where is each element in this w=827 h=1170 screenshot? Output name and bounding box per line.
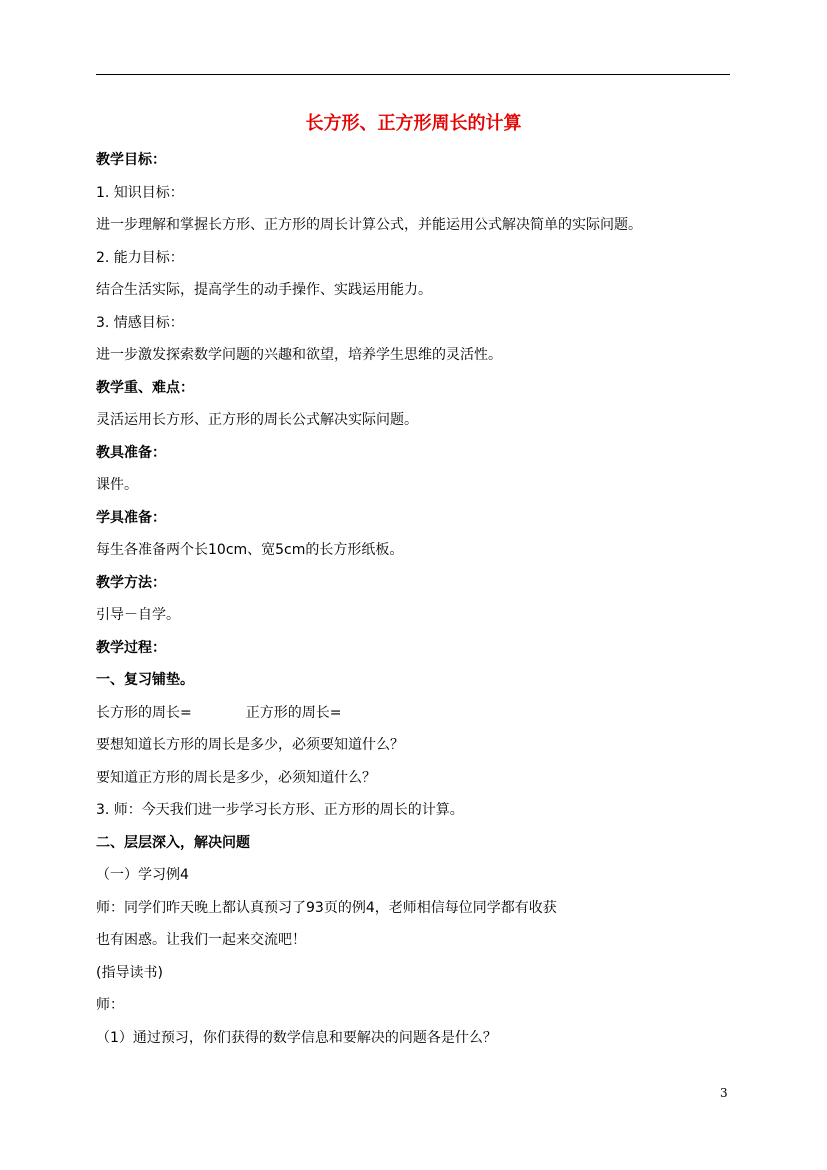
square-perimeter-label: 正方形的周长= xyxy=(245,705,342,721)
key-points-heading: 教学重、难点： xyxy=(96,380,194,396)
question-1: 要想知道长方形的周长是多少，必须要知道什么？ xyxy=(96,737,404,753)
rect-perimeter-label: 长方形的周长= xyxy=(96,705,192,721)
page-number: 3 xyxy=(720,1086,728,1100)
perimeter-formulas xyxy=(96,703,341,723)
section1-heading: 一、复习铺垫。 xyxy=(96,672,194,688)
goals-heading: 教学目标： xyxy=(96,152,166,168)
teacher-label: 师： xyxy=(96,997,124,1013)
document-title: 长方形、正方形周长的计算 xyxy=(305,113,522,134)
teacher-line-1: 师：同学们昨天晚上都认真预习了93页的例4，老师相信每位同学都有收获 xyxy=(96,900,557,916)
goal3-text: 进一步激发探索数学问题的兴趣和欲望，培养学生思维的灵活性。 xyxy=(96,347,502,363)
question-3: （1）通过预习，你们获得的数学信息和要解决的问题各是什么？ xyxy=(96,1030,497,1046)
teaching-aids-text: 课件。 xyxy=(96,477,138,493)
header-rule xyxy=(96,74,730,75)
method-text: 引导－自学。 xyxy=(96,607,180,623)
teacher-line-2: 也有困惑。让我们一起来交流吧！ xyxy=(96,932,306,948)
subsection-1: （一）学习例4 xyxy=(96,867,189,883)
teacher-intro: 3. 师：今天我们进一步学习长方形、正方形的周长的计算。 xyxy=(96,802,464,818)
goal1-text: 进一步理解和掌握长方形、正方形的周长计算公式，并能运用公式解决简单的实际问题。 xyxy=(96,217,642,233)
student-aids-text: 每生各准备两个长10cm、宽5cm的长方形纸板。 xyxy=(96,542,404,558)
process-heading: 教学过程： xyxy=(96,640,166,656)
key-points-text: 灵活运用长方形、正方形的周长公式解决实际问题。 xyxy=(96,412,418,428)
question-2: 要知道正方形的周长是多少，必须知道什么？ xyxy=(96,770,376,786)
goal2-text: 结合生活实际，提高学生的动手操作、实践运用能力。 xyxy=(96,282,432,298)
goal2-label: 2. 能力目标： xyxy=(96,250,184,266)
section2-heading: 二、层层深入，解决问题 xyxy=(96,835,250,851)
teaching-aids-heading: 教具准备： xyxy=(96,445,166,461)
student-aids-heading: 学具准备： xyxy=(96,510,166,526)
method-heading: 教学方法： xyxy=(96,575,166,591)
goal1-label: 1. 知识目标： xyxy=(96,185,184,201)
reading-guide: (指导读书) xyxy=(96,965,163,981)
goal3-label: 3. 情感目标： xyxy=(96,315,184,331)
